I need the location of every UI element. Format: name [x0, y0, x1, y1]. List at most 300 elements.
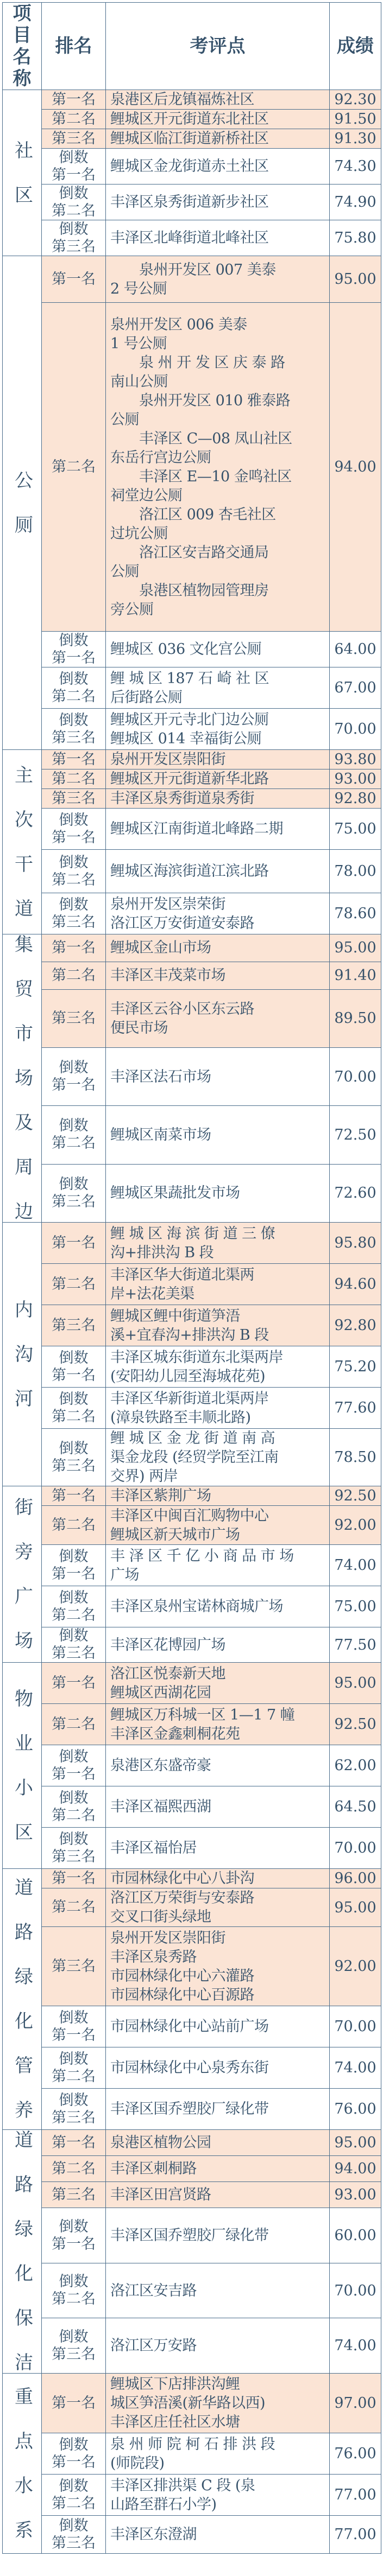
table-row: [3, 2263, 381, 2318]
rank-label: 第二名: [52, 1899, 96, 1916]
rank-cell: [42, 850, 106, 893]
score-value: 92.00: [334, 1958, 376, 1975]
rank-cell: [42, 1486, 106, 1506]
category-name: 社 区: [11, 140, 33, 206]
table-row: [3, 303, 381, 632]
score-cell: [330, 303, 381, 632]
rank-label: 倒数 第二名: [52, 185, 96, 219]
rank-label: 倒数 第二名: [52, 2050, 96, 2085]
score-value: 92.50: [334, 1716, 376, 1733]
rank-cell: [42, 185, 106, 220]
category-name: 道 路 绿 化 保 洁: [11, 2130, 33, 2373]
rank-label: 第三名: [52, 1957, 96, 1975]
rank-cell: [42, 1264, 106, 1305]
location-name: 泉州开发区 010 雅泰路 公厕: [110, 392, 291, 428]
rank-label: 倒数 第一名: [52, 1059, 96, 1094]
rank-cell: [42, 2318, 106, 2374]
score-cell: [330, 962, 381, 989]
rank-label: 倒数 第二名: [52, 1589, 96, 1624]
score-value: 97.00: [334, 2395, 376, 2412]
location-cell: [106, 2089, 330, 2130]
location-cell: [106, 1486, 330, 1506]
score-value: 70.00: [334, 2018, 376, 2035]
score-cell: [330, 989, 381, 1047]
score-value: 64.50: [334, 1798, 376, 1815]
table-row: [3, 1586, 381, 1627]
location-cell: [106, 220, 330, 256]
location-cell: [106, 1223, 330, 1264]
location-name: 丰泽区城东街道东北渠两岸 (安阳幼儿园至海城花苑): [110, 1349, 283, 1385]
table-row: [3, 1106, 381, 1164]
score-value: 74.30: [334, 158, 376, 175]
location-cell: [106, 1828, 330, 1869]
location-name: 泉 州 开 发 区 庆 泰 路 南山公厕: [110, 354, 285, 390]
score-value: 95.00: [334, 1675, 376, 1691]
score-value: 70.00: [334, 721, 376, 737]
table-row: [3, 1346, 381, 1388]
location-name: 丰泽区法石市场: [110, 1068, 211, 1085]
location-name: 洛江区安吉路交通局 公厕: [110, 544, 269, 580]
rank-cell: [42, 2156, 106, 2182]
rank-label: 倒数 第一名: [52, 1548, 96, 1582]
rank-cell: [42, 962, 106, 989]
score-value: 96.00: [334, 1870, 376, 1887]
location-name: 丰泽区福怡居: [110, 1840, 197, 1856]
score-cell: [330, 2130, 381, 2156]
table-row: [3, 1305, 381, 1346]
rank-label: 第二名: [52, 458, 96, 475]
score-value: 92.80: [334, 790, 376, 807]
rank-cell: [42, 1506, 106, 1545]
rank-label: 倒数 第三名: [52, 1627, 96, 1662]
score-value: 92.30: [334, 91, 376, 108]
location-cell: [106, 1663, 330, 1704]
score-value: 95.00: [334, 1899, 376, 1916]
score-cell: [330, 2089, 381, 2130]
location-name: 泉州开发区崇阳街 丰泽区泉秀路 市园林绿化中心六灌路 市园林绿化中心百源路: [110, 1929, 254, 2003]
location-name: 泉港区植物园管理房 旁公厕: [110, 582, 269, 618]
table-row: [3, 2156, 381, 2182]
score-cell: [330, 1545, 381, 1586]
location-name: 鲤城区开元街道东北社区: [110, 111, 269, 128]
score-cell: [330, 850, 381, 893]
location-cell: [106, 750, 330, 769]
score-value: 75.20: [334, 1358, 376, 1375]
table-row: [3, 185, 381, 220]
table-row: [3, 1888, 381, 1927]
category-name: 街 旁 广 场: [11, 1497, 33, 1651]
table-row: [3, 129, 381, 149]
score-cell: [330, 1346, 381, 1388]
rank-cell: [42, 129, 106, 149]
score-value: 78.60: [334, 905, 376, 922]
location-name: 丰泽区国乔塑胶厂绿化带: [110, 2101, 269, 2117]
score-cell: [330, 256, 381, 303]
score-value: 62.00: [334, 1757, 376, 1774]
location-cell: [106, 256, 330, 303]
score-cell: [330, 1047, 381, 1105]
location-name: 鲤城区鲤中街道笋浯 溪+宜春沟+排洪沟 B 段: [110, 1307, 269, 1344]
rank-label: 第一名: [52, 750, 96, 768]
location-cell: [106, 2208, 330, 2263]
table-row: [3, 789, 381, 809]
score-cell: [330, 750, 381, 769]
score-value: 67.00: [334, 679, 376, 696]
score-cell: [330, 185, 381, 220]
rank-cell: [42, 149, 106, 185]
table-row: [3, 2130, 381, 2156]
score-value: 92.80: [334, 1317, 376, 1334]
rank-label: 倒数 第一名: [52, 1748, 96, 1783]
rank-label: 第一名: [52, 1674, 96, 1691]
rank-cell: [42, 1828, 106, 1869]
table-row: [3, 2433, 381, 2475]
location-cell: [106, 1927, 330, 2006]
rank-label: 倒数 第三名: [52, 2517, 96, 2552]
score-cell: [330, 1663, 381, 1704]
category-cell: [3, 2130, 42, 2374]
location-cell: [106, 1305, 330, 1346]
score-cell: [330, 110, 381, 129]
score-cell: [330, 1888, 381, 1927]
score-cell: [330, 90, 381, 110]
rank-cell: [42, 1927, 106, 2006]
location-name: 洛江区安吉路: [110, 2282, 197, 2299]
rank-cell: [42, 2263, 106, 2318]
table-row: [3, 1164, 381, 1222]
category-cell: [3, 90, 42, 256]
location-name: 泉州开发区 006 美泰 1 号公厕: [110, 316, 247, 352]
rank-label: 倒数 第一名: [52, 2436, 96, 2471]
table-row: [3, 2089, 381, 2130]
location-name: 泉港区东盛帝豪: [110, 1757, 211, 1774]
rank-label: 倒数 第一名: [52, 149, 96, 183]
location-name: 鲤城区下店排洪沟鲤 城区笋浯溪(新华路以西) 丰泽区庄任社区水塘: [110, 2376, 266, 2431]
rank-label: 第一名: [52, 91, 96, 108]
rank-cell: [42, 1704, 106, 1745]
table-row: [3, 149, 381, 185]
table-row: [3, 1869, 381, 1888]
table-row: [3, 632, 381, 667]
score-value: 75.00: [334, 1598, 376, 1615]
score-cell: [330, 1264, 381, 1305]
location-cell: [106, 809, 330, 850]
score-value: 94.00: [334, 2160, 376, 2178]
category-cell: [3, 750, 42, 934]
score-cell: [330, 2263, 381, 2318]
rank-label: 第一名: [52, 1234, 96, 1251]
score-value: 95.00: [334, 271, 376, 288]
table-row: [3, 709, 381, 750]
rank-label: 倒数 第二名: [52, 670, 96, 705]
location-cell: [106, 2263, 330, 2318]
location-name: 鲤城区 036 文化宫公厕: [110, 641, 262, 658]
location-cell: [106, 2475, 330, 2516]
score-cell: [330, 2516, 381, 2554]
score-value: 77.00: [334, 2526, 376, 2543]
location-cell: [106, 850, 330, 893]
location-cell: [106, 709, 330, 750]
rank-cell: [42, 2130, 106, 2156]
score-cell: [330, 1586, 381, 1627]
category-name: 道 路 绿 化 管 养: [11, 1878, 33, 2121]
ranking-table: [2, 2, 381, 2554]
location-cell: [106, 1047, 330, 1105]
score-value: 78.50: [334, 1449, 376, 1466]
location-name: 泉州开发区 007 美泰 2 号公厕: [110, 261, 276, 297]
score-value: 93.00: [334, 771, 376, 787]
location-cell: [106, 1264, 330, 1305]
score-value: 92.00: [334, 1517, 376, 1534]
table-row: [3, 750, 381, 769]
header-score: 成绩: [330, 3, 381, 90]
rank-cell: [42, 1047, 106, 1105]
location-name: 丰泽区刺桐路: [110, 2160, 197, 2178]
score-value: 76.00: [334, 2445, 376, 2462]
score-value: 93.00: [334, 2186, 376, 2204]
location-name: 丰泽区田宫贤路: [110, 2186, 211, 2204]
table-row: [3, 2047, 381, 2089]
rank-label: 倒数 第一名: [52, 811, 96, 846]
rank-cell: [42, 750, 106, 769]
score-cell: [330, 1745, 381, 1786]
location-name: 鲤城区开元寺北门边公厕 鲤城区 014 幸福街公厕: [110, 711, 269, 747]
category-cell: [3, 256, 42, 750]
category-name: 主 次 干 道: [11, 765, 33, 919]
table-row: [3, 1745, 381, 1786]
table-row: [3, 1223, 381, 1264]
location-cell: [106, 2182, 330, 2208]
rank-cell: [42, 789, 106, 809]
table-row: [3, 934, 381, 962]
score-cell: [330, 2318, 381, 2374]
rank-label: 第二名: [52, 110, 96, 128]
score-cell: [330, 2208, 381, 2263]
location-cell: [106, 1869, 330, 1888]
rank-label: 第一名: [52, 1487, 96, 1504]
rank-cell: [42, 769, 106, 789]
score-cell: [330, 1704, 381, 1745]
location-cell: [106, 2433, 330, 2475]
location-name: 洛江区悦泰新天地 鲤城区西湖花园: [110, 1665, 225, 1701]
rank-label: 第二名: [52, 1275, 96, 1293]
table-row: [3, 962, 381, 989]
rank-label: 倒数 第三名: [52, 711, 96, 746]
score-value: 74.00: [334, 2059, 376, 2076]
score-value: 77.50: [334, 1636, 376, 1653]
score-cell: [330, 2156, 381, 2182]
rank-cell: [42, 256, 106, 303]
rank-cell: [42, 2475, 106, 2516]
location-name: 鲤城区万科城一区 1—1 7 幢 丰泽区金鑫刺桐花苑: [110, 1706, 295, 1742]
location-cell: [106, 789, 330, 809]
rank-cell: [42, 2516, 106, 2554]
score-cell: [330, 1429, 381, 1486]
score-value: 91.30: [334, 130, 376, 147]
location-cell: [106, 2318, 330, 2374]
category-name: 内 沟 河: [11, 1299, 33, 1409]
rank-cell: [42, 2006, 106, 2047]
rank-cell: [42, 2047, 106, 2089]
location-cell: [106, 1704, 330, 1745]
score-value: 94.00: [334, 459, 376, 475]
rank-label: 倒数 第二名: [52, 1390, 96, 1425]
score-value: 64.00: [334, 641, 376, 658]
location-cell: [106, 1786, 330, 1828]
category-cell: [3, 1486, 42, 1663]
table-row: [3, 2182, 381, 2208]
score-value: 93.80: [334, 751, 376, 768]
location-cell: [106, 769, 330, 789]
table-row: [3, 1264, 381, 1305]
location-name: 丰泽区 E—10 金鸣社区 祠堂边公厕: [110, 468, 292, 504]
score-cell: [330, 1388, 381, 1429]
rank-cell: [42, 1786, 106, 1828]
score-cell: [330, 1305, 381, 1346]
location-name: 鲤 城 区 海 滨 街 道 三 僚 沟+排洪沟 B 段: [110, 1225, 275, 1261]
rank-label: 倒数 第一名: [52, 2009, 96, 2044]
location-name: 丰泽区紫荆广场: [110, 1487, 211, 1504]
rank-cell: [42, 1388, 106, 1429]
location-cell: [106, 1506, 330, 1545]
location-name: 鲤城区金山市场: [110, 939, 211, 957]
rank-label: 倒数 第二名: [52, 2273, 96, 2308]
location-name: 洛江区 009 杏毛社区 过坑公厕: [110, 506, 276, 542]
score-value: 78.00: [334, 863, 376, 880]
score-value: 94.60: [334, 1276, 376, 1293]
location-cell: [106, 185, 330, 220]
rank-label: 第二名: [52, 1715, 96, 1733]
header-row: [3, 3, 381, 90]
table-row: [3, 2208, 381, 2263]
table-row: [3, 1627, 381, 1663]
location-name: 丰泽区 C—08 凤山社区 东岳行宫边公厕: [110, 430, 292, 466]
rank-cell: [42, 1627, 106, 1663]
table-row: [3, 2475, 381, 2516]
location-name: 丰泽区花博园广场: [110, 1636, 225, 1653]
rank-label: 倒数 第一名: [52, 1349, 96, 1384]
rank-label: 第二名: [52, 966, 96, 984]
table-row: [3, 893, 381, 934]
rank-label: 倒数 第二名: [52, 854, 96, 888]
location-name: 丰泽区泉秀街道新步社区: [110, 194, 269, 211]
location-cell: [106, 149, 330, 185]
score-value: 70.00: [334, 1840, 376, 1856]
location-cell: [106, 2374, 330, 2433]
score-value: 92.50: [334, 1487, 376, 1504]
score-cell: [330, 1506, 381, 1545]
location-name: 丰泽区国乔塑胶厂绿化带: [110, 2227, 269, 2244]
score-cell: [330, 667, 381, 709]
category-name: 公 厕: [11, 470, 33, 536]
table-row: [3, 2516, 381, 2554]
table-row: [3, 989, 381, 1047]
location-name: 丰泽区排洪渠 C 段 (泉 山路至群石小学): [110, 2477, 255, 2513]
score-value: 74.90: [334, 194, 376, 211]
rank-label: 第二名: [52, 2160, 96, 2177]
score-value: 70.00: [334, 1068, 376, 1085]
location-cell: [106, 110, 330, 129]
location-cell: [106, 632, 330, 667]
score-value: 95.00: [334, 939, 376, 957]
table-row: [3, 1786, 381, 1828]
table-row: [3, 110, 381, 129]
table-row: [3, 1927, 381, 2006]
rank-label: 第二名: [52, 1516, 96, 1534]
score-cell: [330, 1927, 381, 2006]
location-cell: [106, 2156, 330, 2182]
score-value: 74.00: [334, 2337, 376, 2355]
location-cell: [106, 962, 330, 989]
rank-cell: [42, 667, 106, 709]
score-value: 91.50: [334, 111, 376, 128]
category-cell: [3, 1223, 42, 1486]
score-value: 60.00: [334, 2227, 376, 2244]
score-value: 91.40: [334, 967, 376, 984]
table-row: [3, 256, 381, 303]
table-row: [3, 1429, 381, 1486]
score-value: 75.80: [334, 230, 376, 246]
location-cell: [106, 1106, 330, 1164]
rank-cell: [42, 1223, 106, 1264]
rank-label: 第一名: [52, 939, 96, 956]
rank-label: 第一名: [52, 2134, 96, 2151]
category-cell: [3, 934, 42, 1223]
score-value: 75.00: [334, 820, 376, 837]
rank-cell: [42, 893, 106, 934]
rank-label: 第一名: [52, 270, 96, 288]
score-cell: [330, 220, 381, 256]
score-cell: [330, 2433, 381, 2475]
category-name: 物 业 小 区: [11, 1688, 33, 1843]
location-name: 丰泽区泉秀街道泉秀街: [110, 790, 254, 807]
rank-cell: [42, 2182, 106, 2208]
rank-cell: [42, 809, 106, 850]
rank-cell: [42, 90, 106, 110]
score-cell: [330, 1486, 381, 1506]
score-cell: [330, 2182, 381, 2208]
table-row: [3, 1047, 381, 1105]
location-cell: [106, 2516, 330, 2554]
location-cell: [106, 2006, 330, 2047]
table-row: [3, 1486, 381, 1506]
location-name: 鲤城区临江街道新桥社区: [110, 130, 269, 147]
location-name: 丰泽区福熙西湖: [110, 1798, 211, 1815]
location-cell: [106, 1429, 330, 1486]
location-name: 丰泽区泉州宝诺林商城广场: [110, 1598, 283, 1615]
location-name: 鲤城区江南街道北峰路二期: [110, 820, 283, 837]
location-cell: [106, 129, 330, 149]
rank-cell: [42, 709, 106, 750]
location-name: 洛江区万荣街与安泰路 交叉口街头绿地: [110, 1890, 254, 1925]
score-cell: [330, 893, 381, 934]
rank-cell: [42, 1888, 106, 1927]
rank-label: 倒数 第三名: [52, 1830, 96, 1865]
header-location: 考评点: [106, 3, 330, 90]
rank-label: 倒数 第三名: [52, 896, 96, 931]
table-row: [3, 769, 381, 789]
location-name: 泉港区植物公园: [110, 2134, 211, 2152]
score-cell: [330, 2047, 381, 2089]
location-name: 鲤城区南菜市场: [110, 1126, 211, 1143]
category-cell: [3, 1663, 42, 1869]
location-name: 泉州开发区崇荣街 洛江区万安街道安泰路: [110, 895, 254, 932]
score-cell: [330, 769, 381, 789]
table-row: [3, 809, 381, 850]
score-cell: [330, 129, 381, 149]
table-row: [3, 850, 381, 893]
score-cell: [330, 2006, 381, 2047]
